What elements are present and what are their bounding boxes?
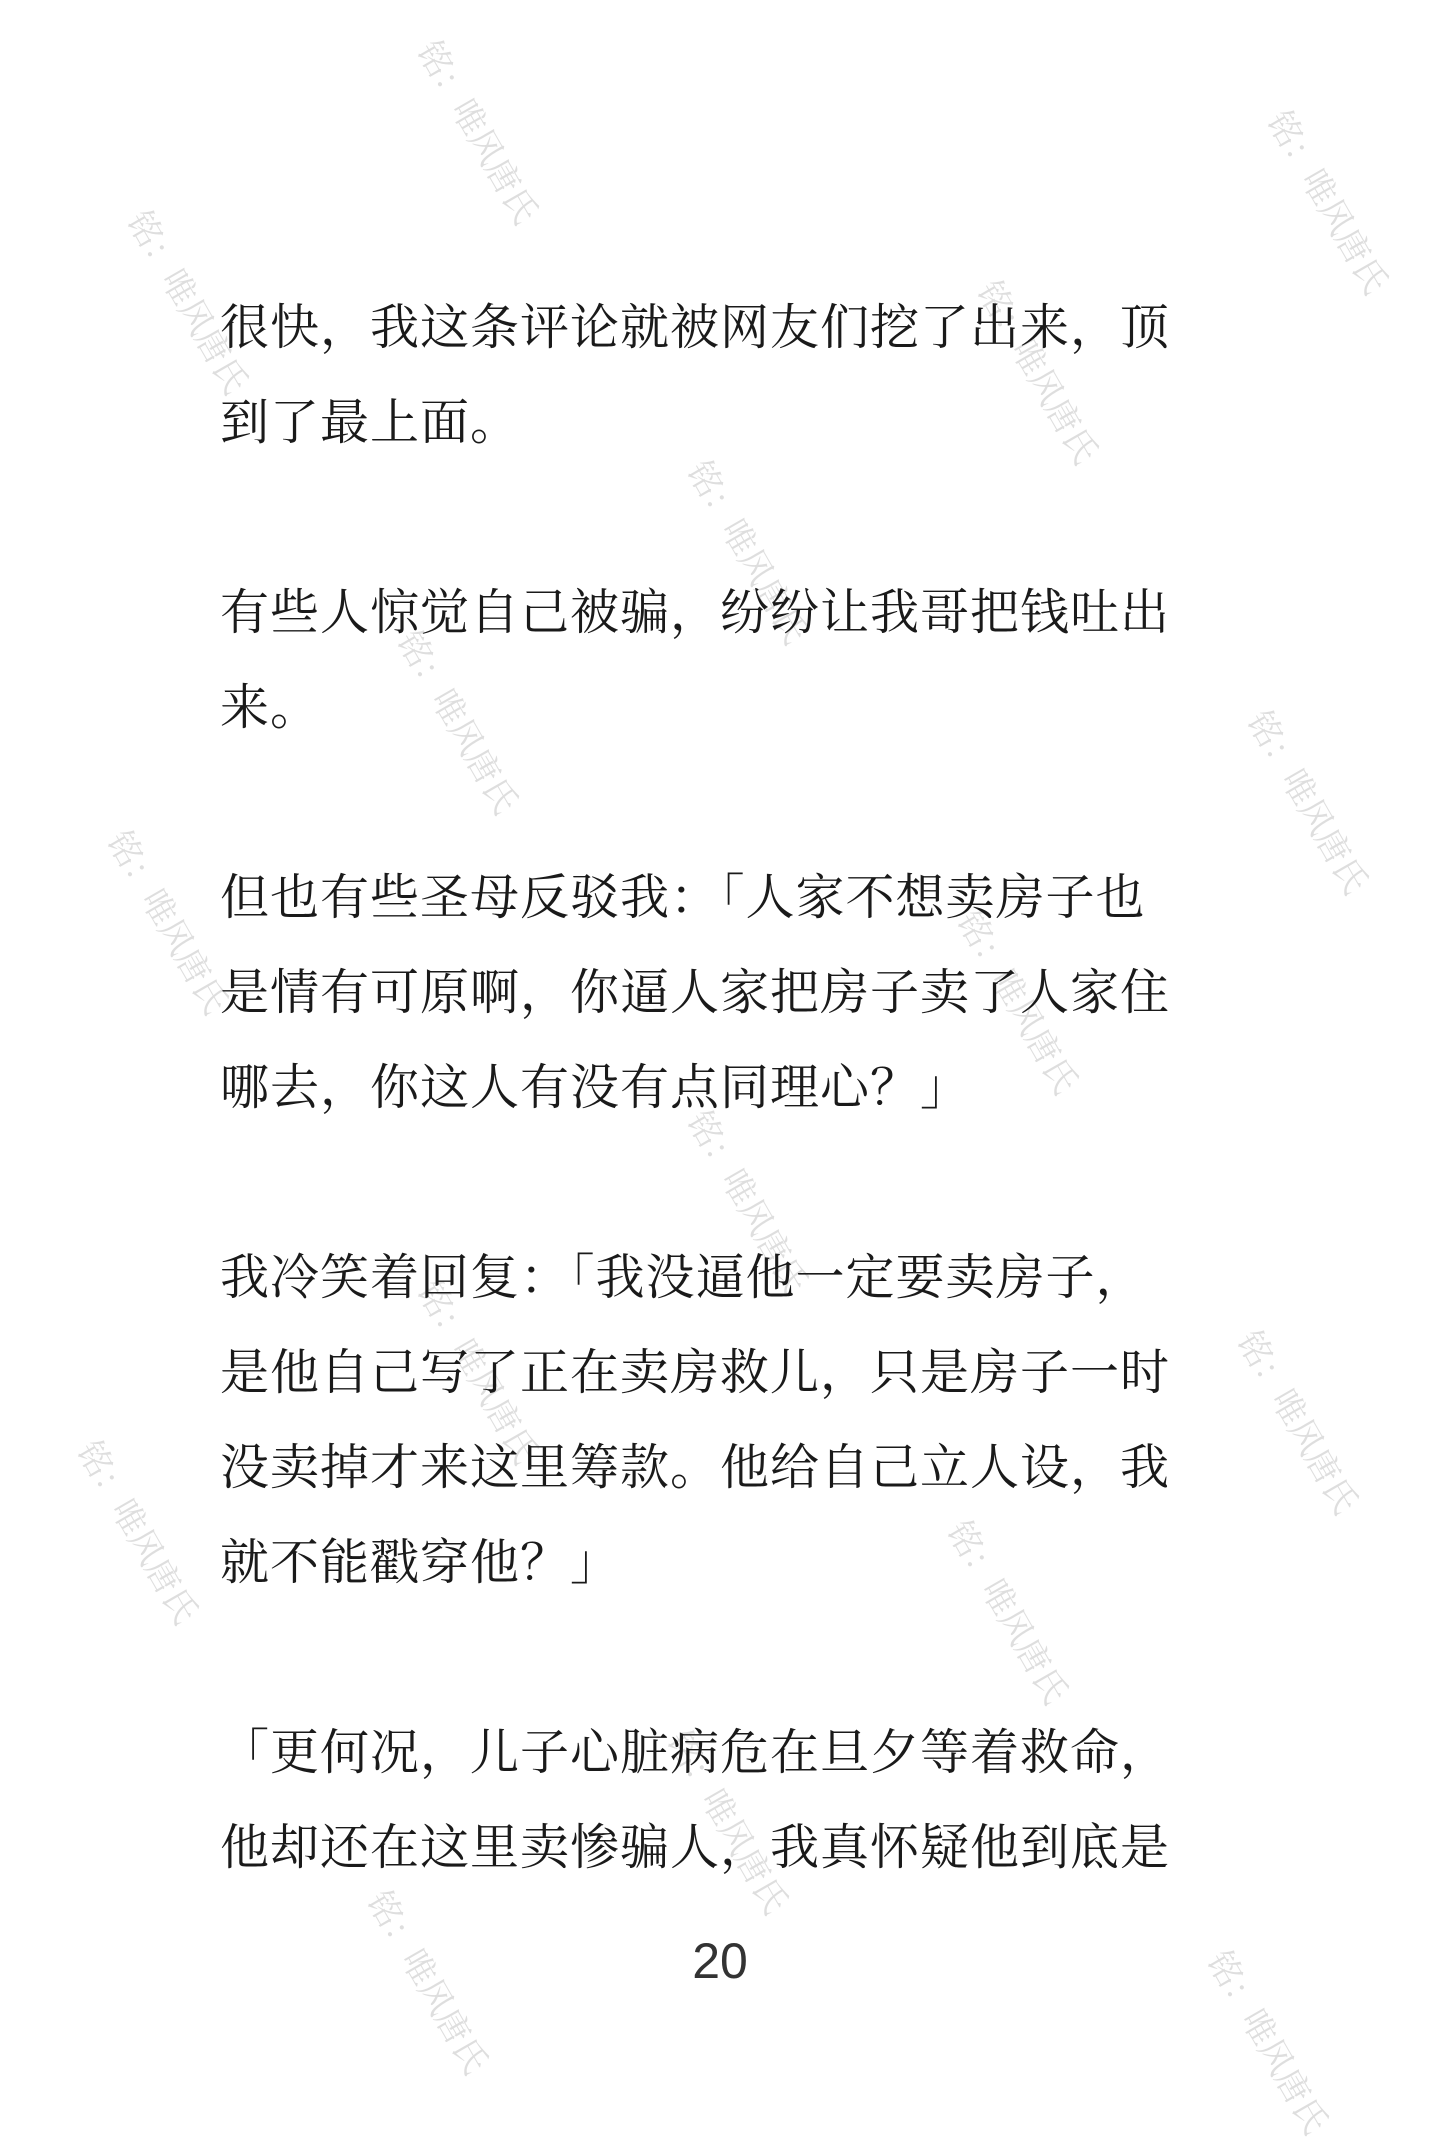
watermark: 铭：唯风唐氏 bbox=[968, 274, 1106, 471]
body-text bbox=[220, 280, 1230, 1990]
watermark: 铭：唯风唐氏 bbox=[678, 1104, 816, 1301]
watermark: 铭：唯风唐氏 bbox=[678, 454, 816, 651]
watermark: 铭：唯风唐氏 bbox=[118, 204, 256, 401]
watermark: 铭：唯风唐氏 bbox=[1258, 104, 1396, 301]
watermark: 铭：唯风唐氏 bbox=[1228, 1324, 1366, 1521]
paragraph: 有些人惊觉自己被骗，纷纷让我哥把钱吐出 来。 bbox=[220, 584, 1171, 736]
paragraph: 但也有些圣母反驳我：「人家不想卖房子也 是情有可原啊，你逼人家把房子卖了人家住 哪去，你这人有没有点同理心？」 bbox=[220, 869, 1171, 1116]
paragraph: 「更何况，儿子心脏病危在旦夕等着救命， 他却还在这里卖惨骗人，我真怀疑他到底是 bbox=[220, 1724, 1171, 1876]
paragraph: 我冷笑着回复：「我没逼他一定要卖房子， 是他自己写了正在卖房救儿，只是房子一时 没卖掉才来这里筹款。他给自己立人设，我 就不能戳穿他？」 bbox=[220, 1249, 1171, 1591]
watermark: 铭：唯风唐氏 bbox=[1238, 704, 1376, 901]
watermark: 铭：唯风唐氏 bbox=[68, 1434, 206, 1631]
watermark: 铭：唯风唐氏 bbox=[98, 824, 236, 1021]
watermark: 铭：唯风唐氏 bbox=[658, 1724, 796, 1921]
watermark: 铭：唯风唐氏 bbox=[388, 624, 526, 821]
watermark: 铭：唯风唐氏 bbox=[408, 34, 546, 231]
watermark: 铭：唯风唐氏 bbox=[358, 1884, 496, 2081]
page-number: 20 bbox=[692, 1933, 748, 1989]
paragraph: 很快，我这条评论就被网友们挖了出来，顶 到了最上面。 bbox=[220, 299, 1171, 451]
watermark: 铭：唯风唐氏 bbox=[408, 1274, 546, 1471]
watermark: 铭：唯风唐氏 bbox=[1198, 1944, 1336, 2141]
watermark: 铭：唯风唐氏 bbox=[938, 1514, 1076, 1711]
watermark: 铭：唯风唐氏 bbox=[948, 904, 1086, 1101]
